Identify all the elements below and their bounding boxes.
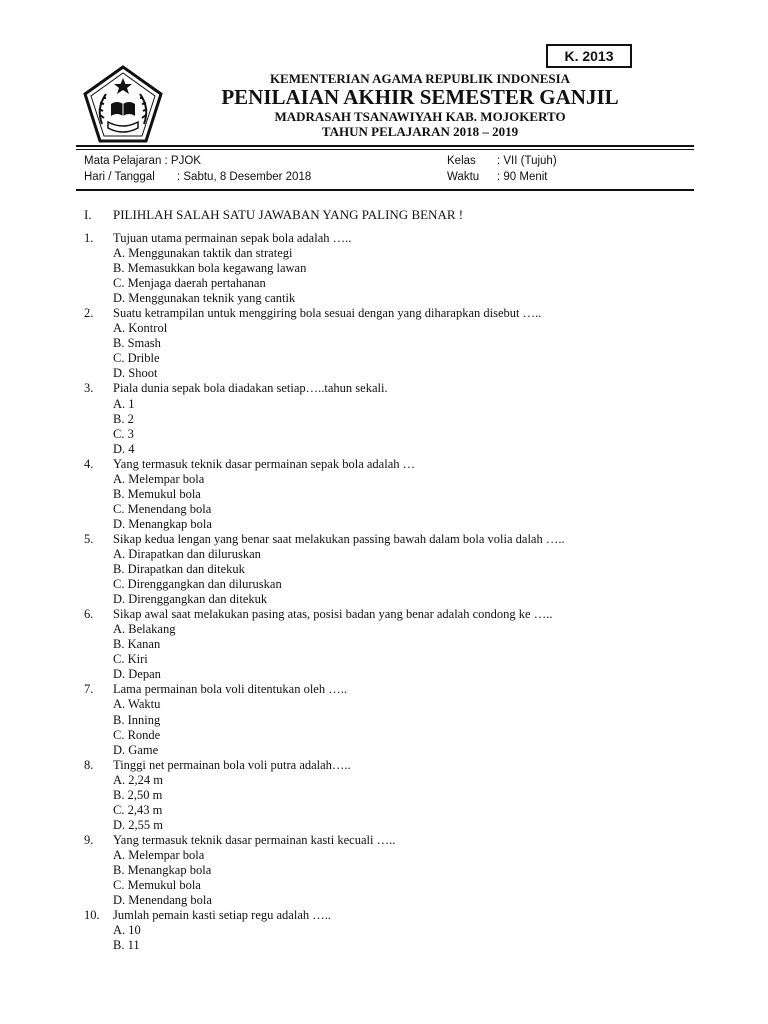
- question-item: [84, 758, 724, 833]
- section-number: I.: [84, 207, 92, 222]
- question-item: [84, 306, 724, 381]
- question-text: Jumlah pemain kasti setiap regu adalah …..: [113, 908, 331, 923]
- exam-title: PENILAIAN AKHIR SEMESTER GANJIL: [221, 85, 619, 109]
- ministry-emblem-icon: [82, 64, 164, 146]
- academic-year: TAHUN PELAJARAN 2018 – 2019: [321, 124, 519, 139]
- answer-option: D. Direnggangkan dan ditekuk: [113, 592, 268, 607]
- question-item: [84, 607, 724, 682]
- answer-option: D. 2,55 m: [113, 817, 163, 832]
- question-item: [84, 682, 724, 757]
- question-item: [84, 908, 724, 953]
- answer-option: A. Dirapatkan dan diluruskan: [113, 546, 261, 561]
- question-list: [84, 231, 724, 953]
- answer-option: C. 2,43 m: [113, 802, 163, 817]
- answer-option: B. Dirapatkan dan ditekuk: [113, 562, 245, 577]
- question-item: [84, 532, 724, 607]
- answer-option: B. 11: [113, 938, 140, 953]
- question-line: [84, 607, 724, 622]
- answer-option: B. 2: [113, 411, 134, 426]
- question-number: 5.: [84, 531, 94, 546]
- question-text: Piala dunia sepak bola diadakan setiap…..tahun sekali.: [113, 381, 388, 396]
- answer-option: A. Kontrol: [113, 321, 168, 336]
- question-line: [84, 306, 724, 321]
- answer-option: A. Waktu: [113, 697, 161, 712]
- answer-option: A. Menggunakan taktik dan strategi: [113, 246, 293, 261]
- answer-option: B. Menangkap bola: [113, 862, 212, 877]
- answer-option: D. Menggunakan teknik yang cantik: [113, 291, 296, 306]
- question-item: [84, 381, 724, 456]
- answer-option: C. Memukul bola: [113, 878, 201, 893]
- answer-option: B. Memasukkan bola kegawang lawan: [113, 261, 307, 276]
- exam-code-box: [546, 44, 632, 68]
- answer-option: C. Kiri: [113, 652, 148, 667]
- header-divider-thin: [76, 149, 694, 150]
- answer-option: A. Melempar bola: [113, 471, 205, 486]
- question-text: Yang termasuk teknik dasar permainan kasti kecuali …..: [113, 832, 396, 847]
- question-line: [84, 457, 724, 472]
- date-label: Hari / Tanggal: [84, 171, 155, 183]
- answer-option: D. Menendang bola: [113, 893, 212, 908]
- question-line: [84, 908, 724, 923]
- question-line: [84, 682, 724, 697]
- question-line: [84, 231, 724, 246]
- answer-option: A. 2,24 m: [113, 772, 163, 787]
- answer-option: B. Memukul bola: [113, 486, 201, 501]
- section-heading: [84, 207, 463, 223]
- answer-option: C. Direnggangkan dan diluruskan: [113, 577, 282, 592]
- question-text: Sikap awal saat melakukan pasing atas, posisi badan yang benar adalah condong ke …..: [113, 607, 553, 622]
- class-label: Kelas: [447, 155, 476, 167]
- answer-option: A. 10: [113, 923, 141, 938]
- answer-option: D. Game: [113, 742, 159, 757]
- answer-option: B. 2,50 m: [113, 787, 163, 802]
- question-line: [84, 532, 724, 547]
- question-number: 9.: [84, 832, 94, 847]
- question-text: Suatu ketrampilan untuk menggiring bola sesuai dengan yang diharapkan disebut …..: [113, 306, 542, 321]
- date-value: : Sabtu, 8 Desember 2018: [177, 171, 312, 183]
- answer-option: B. Kanan: [113, 637, 161, 652]
- question-line: [84, 833, 724, 848]
- question-number: 1.: [84, 231, 94, 245]
- question-text: Sikap kedua lengan yang benar saat melakukan passing bawah dalam bola volia dalah …..: [113, 531, 565, 546]
- ministry-name: KEMENTERIAN AGAMA REPUBLIK INDONESIA: [269, 71, 571, 86]
- school-name: MADRASAH TSANAWIYAH KAB. MOJOKERTO: [274, 109, 566, 124]
- answer-option: C. Ronde: [113, 727, 161, 742]
- question-number: 3.: [84, 381, 94, 396]
- time-label: Waktu: [447, 171, 480, 183]
- question-line: [84, 381, 724, 396]
- class-value: : VII (Tujuh): [497, 155, 557, 167]
- answer-option: D. 4: [113, 441, 135, 456]
- answer-option: C. 3: [113, 426, 134, 441]
- answer-option: C. Menendang bola: [113, 501, 212, 516]
- section-title: PILIHLAH SALAH SATU JAWABAN YANG PALING BENAR !: [113, 207, 464, 222]
- info-divider: [76, 189, 694, 191]
- subject-label: Mata Pelajaran : PJOK: [84, 155, 201, 167]
- question-text: Yang termasuk teknik dasar permainan sepak bola adalah …: [113, 456, 416, 471]
- exam-code: K. 2013: [564, 48, 614, 64]
- question-text: Tinggi net permainan bola voli putra adalah…..: [113, 757, 351, 772]
- question-item: [84, 833, 724, 908]
- answer-option: A. Melempar bola: [113, 847, 205, 862]
- question-item: [84, 231, 724, 306]
- question-number: 6.: [84, 607, 94, 622]
- answer-option: B. Inning: [113, 712, 161, 727]
- question-line: [84, 758, 724, 773]
- answer-option: D. Shoot: [113, 366, 158, 381]
- question-number: 8.: [84, 757, 94, 772]
- question-number: 10.: [84, 908, 100, 923]
- answer-option: A. Belakang: [113, 622, 176, 637]
- header-divider: [76, 145, 694, 147]
- question-item: [84, 457, 724, 532]
- answer-option: D. Menangkap bola: [113, 516, 212, 531]
- question-number: 4.: [84, 456, 94, 471]
- question-number: 2.: [84, 306, 94, 321]
- answer-option: D. Depan: [113, 667, 161, 682]
- time-value: : 90 Menit: [497, 171, 548, 183]
- answer-option: C. Menjaga daerah pertahanan: [113, 276, 266, 291]
- question-text: Tujuan utama permainan sepak bola adalah …..: [113, 231, 352, 245]
- question-text: Lama permainan bola voli ditentukan oleh …..: [113, 682, 347, 697]
- answer-option: A. 1: [113, 396, 135, 411]
- question-number: 7.: [84, 682, 94, 697]
- answer-option: B. Smash: [113, 336, 161, 351]
- answer-option: C. Drible: [113, 351, 160, 366]
